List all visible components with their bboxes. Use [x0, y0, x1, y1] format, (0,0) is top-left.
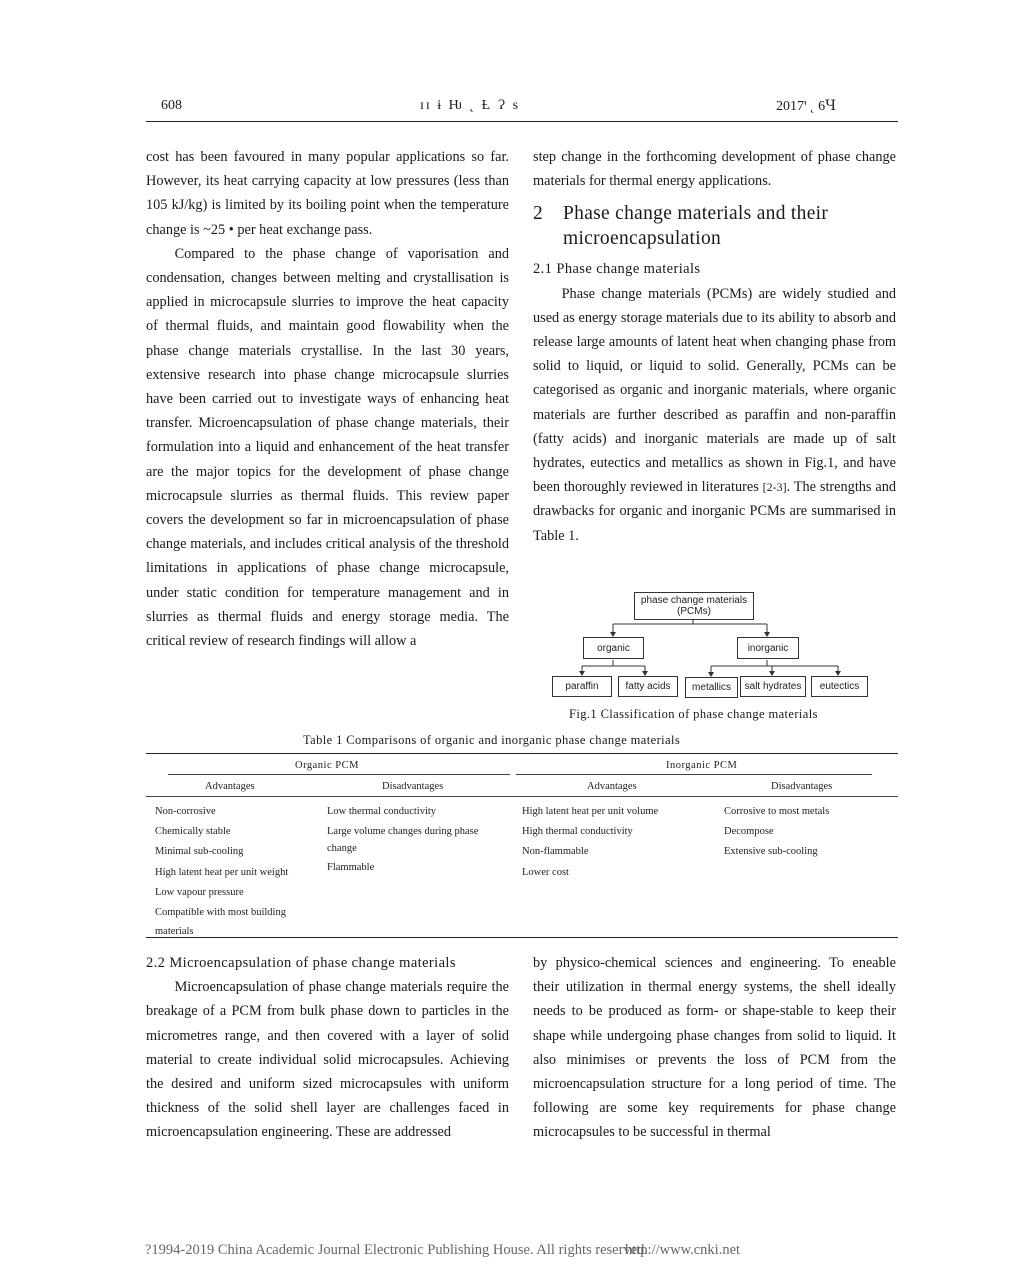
figure-root-node [634, 592, 754, 620]
citation: [2-3] [762, 480, 787, 495]
right-column-bottom [533, 951, 896, 1145]
subsection-heading: 2.2 Microencapsulation of phase change materials [146, 955, 456, 971]
footer-copyright: ?1994-2019 China Academic Journal Electronic Publishing House. All rights reserved. [145, 1242, 648, 1258]
table-col-inorganic-advantages [522, 802, 712, 883]
table-group-inorganic: Inorganic PCM [666, 760, 738, 771]
table-group-rule-organic [168, 774, 510, 775]
left-column-top [146, 145, 509, 653]
table-cell: materials [155, 926, 194, 938]
figure-node-organic: organic [583, 637, 644, 659]
table-cell: change [327, 843, 357, 855]
section-number: 2 [533, 203, 544, 225]
root-line1: phase change materials [640, 595, 748, 606]
figure-node-metallics: metallics [685, 677, 738, 698]
table-cell: Chemically stable [155, 826, 231, 838]
figure-caption: Fig.1 Classification of phase change materials [569, 707, 818, 721]
right-column-top [533, 145, 896, 548]
table-header-cell: Advantages [587, 781, 637, 792]
table-col-organic-disadvantages [327, 802, 512, 879]
paragraph: step change in the forthcoming development of phase change materials for thermal energy applications. [533, 149, 896, 190]
paragraph-text: Phase change materials (PCMs) are widely studied and used as energy storage materials due to its ability to absorb and release large amounts of latent heat when changing phase from solid to liquid, or liquid to solid. Generally, PCMs can be categorised as organic and inorganic materials, where organic materials are further described as paraffin and non-paraffin (fatty acids) and inorganic materials are made up of salt hydrates, eutectics and metallics as shown in Fig.1, and have been thoroughly reviewed in literatures [533, 285, 896, 496]
table-cell: Flammable [327, 862, 375, 874]
table-cell: High latent heat per unit volume [522, 806, 659, 817]
table-col-organic-advantages [155, 802, 315, 940]
paragraph: cost has been favoured in many popular applications so far. However, its heat carrying capacity at low pressures (less than 105 kJ/kg) is limited by its boiling point when the temperature change is ~25 • per heat exchange pass. [146, 149, 509, 238]
page-number: 608 [161, 98, 182, 113]
figure-node-paraffin: paraffin [552, 676, 612, 697]
figure-node-salt-hydrates: salt hydrates [740, 676, 806, 697]
issue-info: 2017ꞌ ˛ 6Ɥ [776, 99, 837, 114]
left-column-bottom [146, 951, 509, 1145]
paragraph: by physico-chemical sciences and engineering. To eneable their utilization in thermal energy systems, the shell ideally needs to be produced as form- or shape-stable to keep their shape while undergoing phase changes from solid to liquid. It also minimises or prevents the loss of PCM from the microencapsulation structure for a long period of time. The following are some key requirements for phase change microcapsules to be successful in thermal [533, 955, 896, 1141]
table-cell: Extensive sub-cooling [724, 846, 818, 858]
section-title-line1: Phase change materials and their [563, 203, 829, 225]
table-header-cell: Disadvantages [771, 781, 833, 792]
header-rule [146, 121, 898, 122]
table-cell: Non-flammable [522, 846, 589, 858]
paragraph: Microencapsulation of phase change materials require the breakage of a PCM from bulk phase down to particles in the micrometres range, and then covered with a layer of solid material to create individual solid microcapsules. Achieving the desired and uniform sized microcapsules with uniform thickness of the solid shell layer are challenges faced in microencapsulation engineering. These are addressed [146, 979, 509, 1141]
table-cell: Low thermal conductivity [327, 806, 437, 817]
section-heading [533, 201, 896, 251]
subsection-heading: 2.1 Phase change materials [533, 261, 701, 278]
table-col-inorganic-disadvantages [724, 802, 894, 863]
table-cell: Non-corrosive [155, 806, 216, 817]
table-cell: Decompose [724, 826, 774, 838]
table-top-rule [146, 753, 898, 754]
table-caption: Table 1 Comparisons of organic and inorganic phase change materials [303, 733, 681, 747]
paragraph [533, 282, 896, 548]
paragraph: Compared to the phase change of vaporisation and condensation, changes between melting and crystallisation is applied in microcapsule slurries to improve the heat capacity of thermal fluids, and maintain good flowability when the phase change materials crystallise. In the last 30 years, extensive research into phase change microcapsule slurries have been carried out to investigate ways of enhancing heat transfer. Microencapsulation of phase change materials, their formulation into a liquid and enhancement of the heat transfer are the major topics for the development of phase change microcapsule slurries as thermal fluids. This review paper covers the development so far in microencapsulation of phase change materials, and includes critical analysis of the threshold limitations in applications of phase change microcapsule, under static condition for temperature management and in slurries as thermal fluids and energy storage media. The critical review of research findings will allow a [146, 245, 509, 650]
figure-1 [545, 588, 890, 703]
journal-title: ɪɪ ɨ Ƕ ˛ Ƚ Ɂ s [420, 98, 521, 113]
table-header-cell: Disadvantages [382, 781, 444, 792]
figure-node-eutectics: eutectics [811, 676, 868, 697]
table-cell: High latent heat per unit weight [155, 866, 289, 878]
table-bottom-rule [146, 937, 898, 938]
table-cell: Corrosive to most metals [724, 806, 830, 817]
table-cell: Minimal sub-cooling [155, 846, 244, 858]
footer-url[interactable]: http://www.cnki.net [625, 1242, 741, 1258]
table-cell: Compatible with most building [155, 907, 286, 919]
table-cell: Large volume changes during phase [327, 826, 479, 838]
root-line2: (PCMs) [677, 606, 711, 617]
paragraph-text: . The strengths and drawbacks for organic and inorganic PCMs are summarised in Table 1. [533, 479, 896, 544]
table-group-rule-inorganic [516, 774, 872, 775]
table-header-cell: Advantages [205, 781, 255, 792]
table-cell: Low vapour pressure [155, 886, 244, 898]
table-group-organic: Organic PCM [295, 760, 359, 771]
section-title-line2: microencapsulation [563, 228, 722, 250]
figure-node-fatty-acids: fatty acids [618, 676, 678, 697]
figure-node-inorganic: inorganic [737, 637, 799, 659]
table-cell: Lower cost [522, 866, 569, 878]
table-cell: High thermal conductivity [522, 826, 633, 838]
table-header-rule [146, 796, 898, 797]
